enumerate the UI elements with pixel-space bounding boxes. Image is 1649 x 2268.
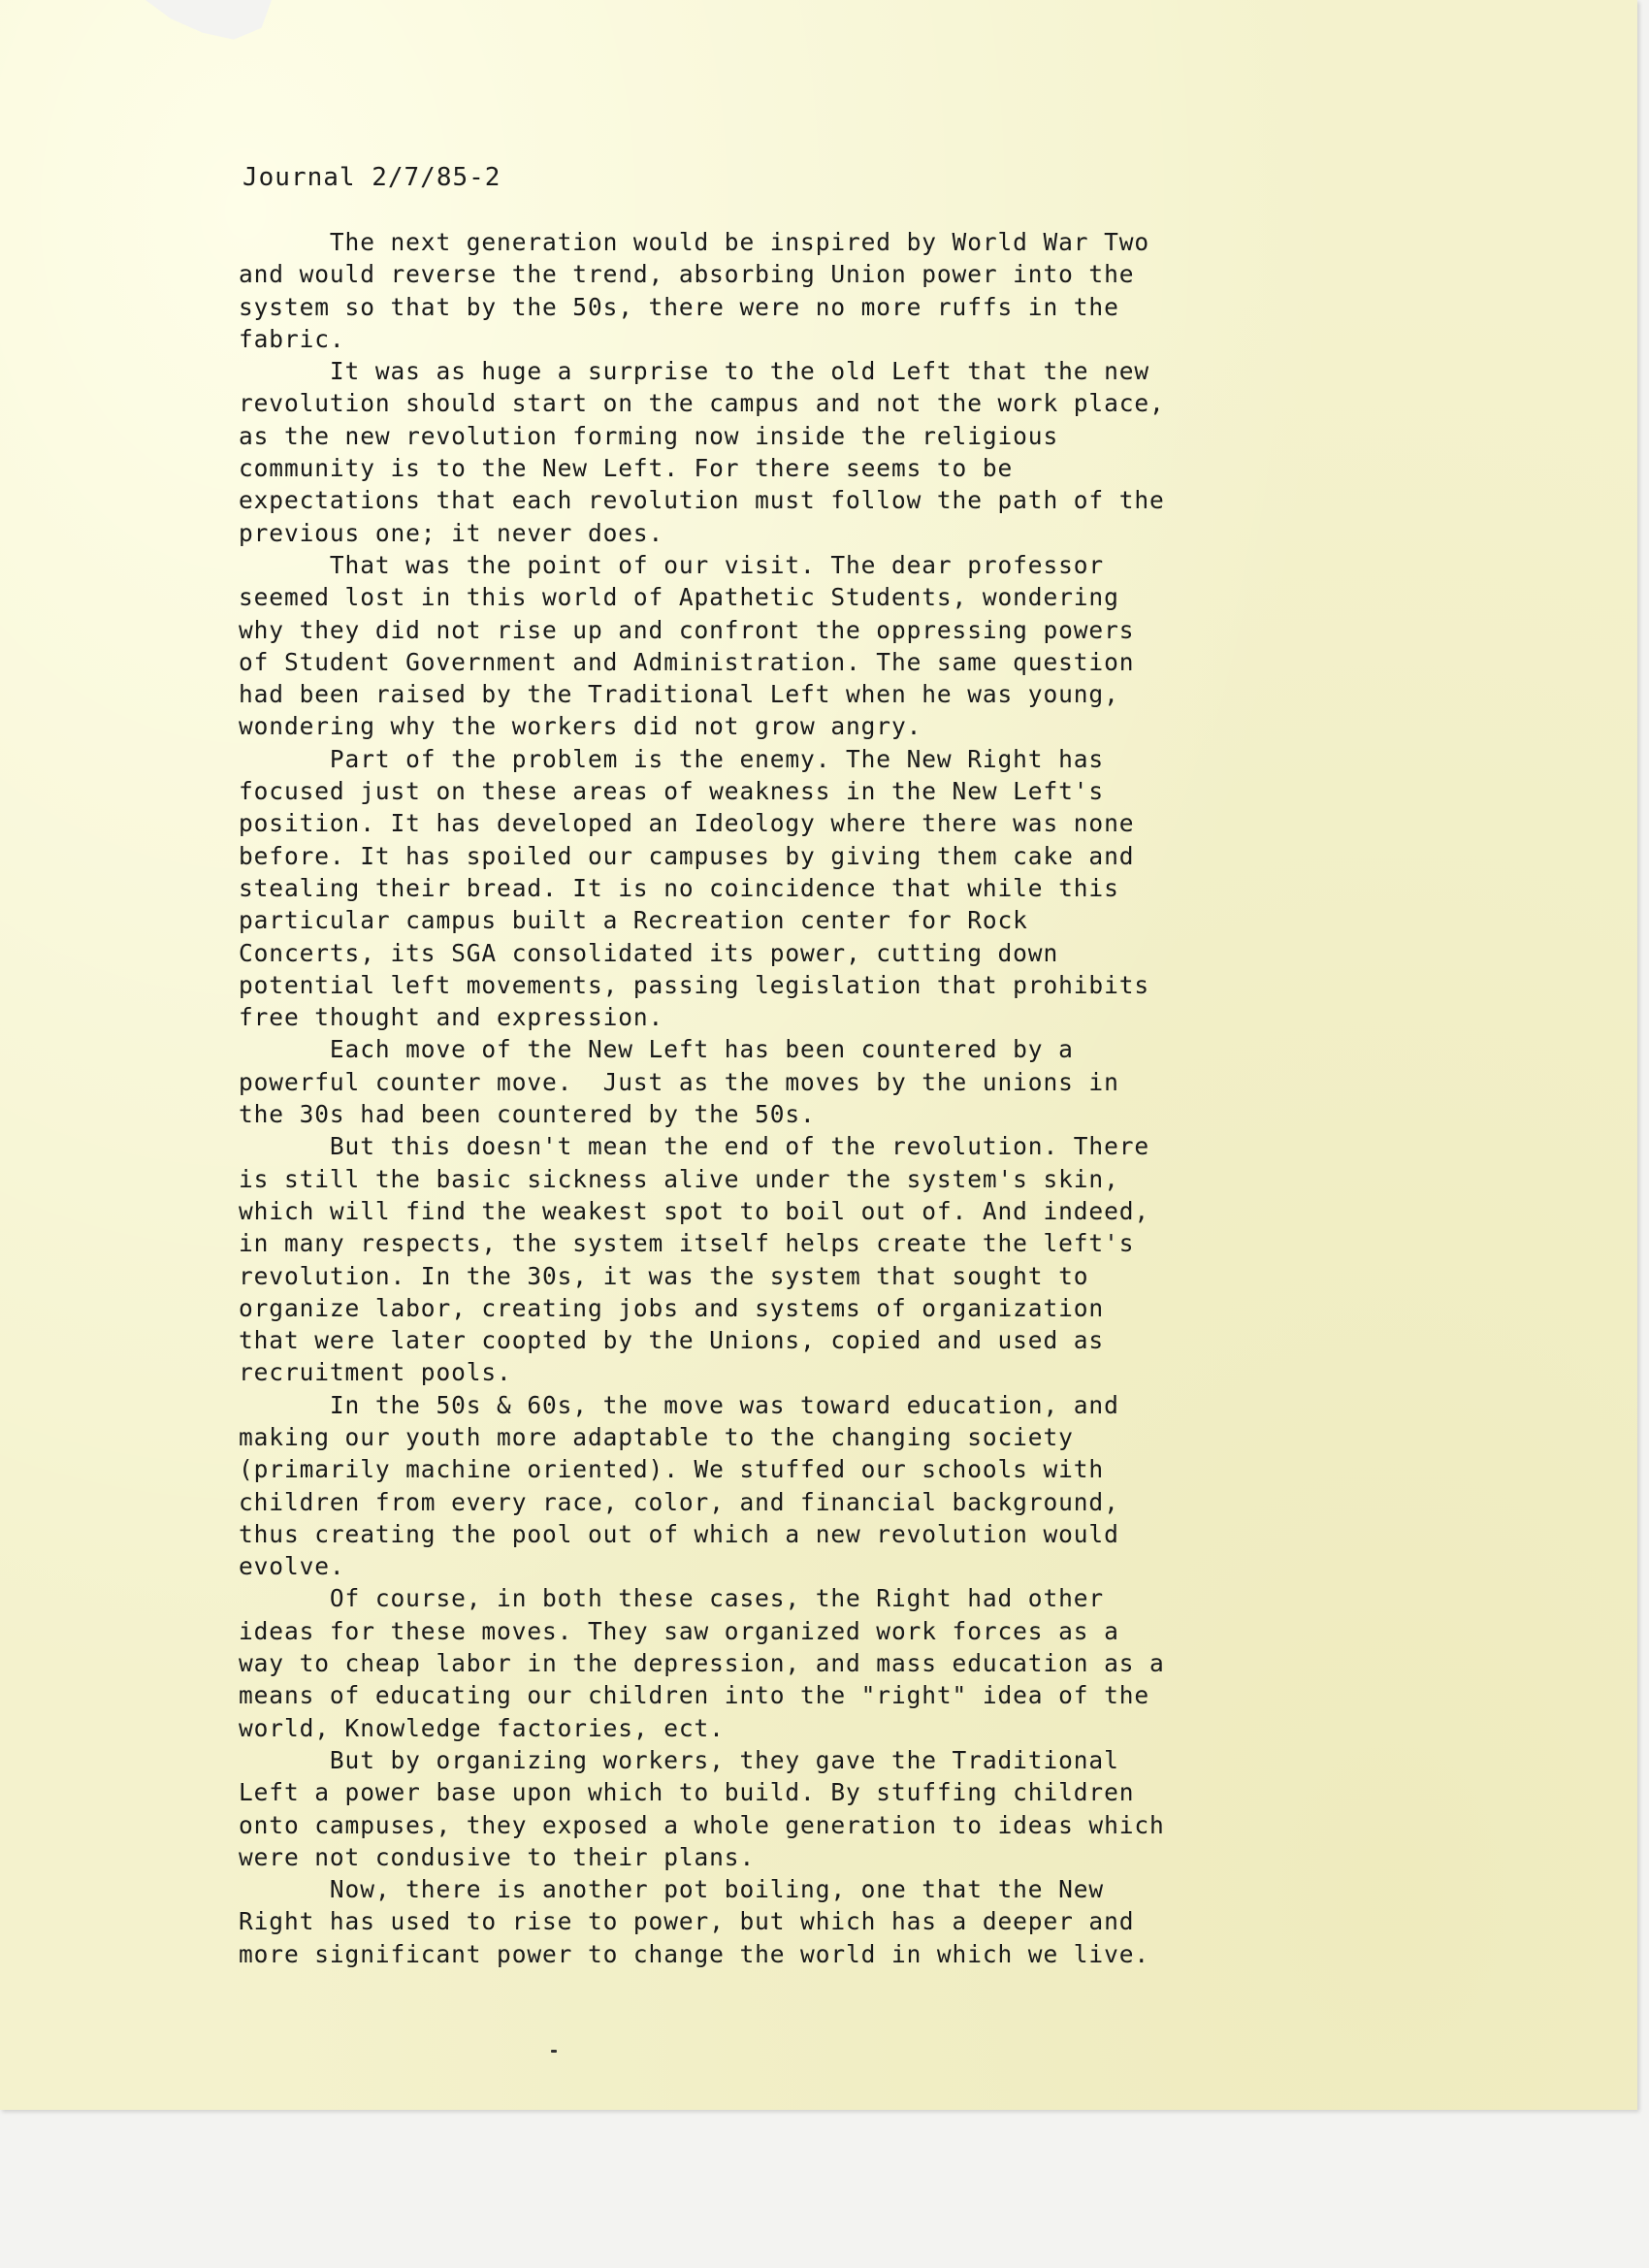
text-line: That was the point of our visit. The dear professor	[239, 550, 1105, 579]
text-line: expectations that each revolution must follow the path of the	[239, 486, 1165, 515]
text-line: is still the basic sickness alive under the system's skin,	[239, 1164, 1119, 1193]
text-line: had been raised by the Traditional Left when he was young,	[239, 680, 1119, 709]
text-line: system so that by the 50s, there were no more ruffs in the	[239, 292, 1119, 321]
text-line: the 30s had been countered by the 50s.	[239, 1100, 816, 1129]
text-line: community is to the New Left. For there seems to be	[239, 454, 1014, 483]
text-line: making our youth more adaptable to the changing society	[239, 1422, 1074, 1451]
text-line: wondering why the workers did not grow angry.	[239, 712, 922, 741]
text-line: revolution should start on the campus and not the work place,	[239, 389, 1165, 418]
text-line: evolve.	[239, 1552, 345, 1581]
paper-speck	[551, 2050, 557, 2053]
text-line: organize labor, creating jobs and systems of organization	[239, 1293, 1105, 1322]
text-line: way to cheap labor in the depression, and mass education as a	[239, 1649, 1165, 1678]
text-line: as the new revolution forming now inside the religious	[239, 421, 1059, 450]
text-line: were not condusive to their plans.	[239, 1842, 756, 1871]
text-line: recruitment pools.	[239, 1358, 512, 1387]
text-line: in many respects, the system itself helps create the left's	[239, 1229, 1135, 1258]
text-line: children from every race, color, and financial background,	[239, 1487, 1119, 1516]
text-line: revolution. In the 30s, it was the system that sought to	[239, 1261, 1089, 1290]
text-line: free thought and expression.	[239, 1003, 664, 1032]
text-line: which will find the weakest spot to boil out of. And indeed,	[239, 1196, 1150, 1225]
torn-corner	[146, 0, 272, 47]
text-line: that were later coopted by the Unions, copied and used as	[239, 1326, 1105, 1355]
text-line: fabric.	[239, 324, 345, 353]
text-line: position. It has developed an Ideology where there was none	[239, 809, 1135, 838]
text-line: But this doesn't mean the end of the revolution. There	[239, 1132, 1150, 1161]
journal-title: Journal 2/7/85-2	[242, 163, 501, 192]
text-line: and would reverse the trend, absorbing Union power into the	[239, 260, 1135, 289]
text-line: more significant power to change the world in which we live.	[239, 1939, 1150, 1968]
text-line: Part of the problem is the enemy. The New Right has	[239, 744, 1105, 773]
text-line: seemed lost in this world of Apathetic Students, wondering	[239, 583, 1119, 612]
journal-body	[239, 226, 1441, 1970]
text-line: Now, there is another pot boiling, one that the New	[239, 1875, 1105, 1904]
text-line: means of educating our children into the "right" idea of the	[239, 1681, 1150, 1710]
text-line: The next generation would be inspired by World War Two	[239, 228, 1150, 256]
text-line: Right has used to rise to power, but which has a deeper and	[239, 1907, 1135, 1936]
text-line: potential left movements, passing legislation that prohibits	[239, 970, 1150, 999]
text-line: Each move of the New Left has been countered by a	[239, 1035, 1074, 1064]
text-line: In the 50s & 60s, the move was toward education, and	[239, 1390, 1119, 1419]
text-line: (primarily machine oriented). We stuffed our schools with	[239, 1455, 1105, 1484]
text-line: stealing their bread. It is no coincidence that while this	[239, 873, 1119, 902]
text-line: onto campuses, they exposed a whole generation to ideas which	[239, 1810, 1165, 1839]
text-line: why they did not rise up and confront the oppressing powers	[239, 615, 1135, 644]
text-line: before. It has spoiled our campuses by giving them cake and	[239, 841, 1135, 870]
text-line: focused just on these areas of weakness in the New Left's	[239, 777, 1105, 806]
text-line: It was as huge a surprise to the old Left that the new	[239, 357, 1150, 386]
text-line: Concerts, its SGA consolidated its power, cutting down	[239, 938, 1059, 967]
text-line: thus creating the pool out of which a new revolution would	[239, 1519, 1119, 1548]
text-line: previous one; it never does.	[239, 518, 664, 547]
text-line: powerful counter move. Just as the moves by the unions in	[239, 1067, 1119, 1096]
text-line: ideas for these moves. They saw organized work forces as a	[239, 1616, 1119, 1645]
text-line: particular campus built a Recreation center for Rock	[239, 906, 1028, 935]
text-line: Left a power base upon which to build. By stuffing children	[239, 1778, 1135, 1807]
text-line: Of course, in both these cases, the Right had other	[239, 1584, 1105, 1613]
text-line: world, Knowledge factories, ect.	[239, 1713, 725, 1742]
text-line: But by organizing workers, they gave the Traditional	[239, 1745, 1119, 1774]
text-line: of Student Government and Administration. The same question	[239, 647, 1135, 676]
